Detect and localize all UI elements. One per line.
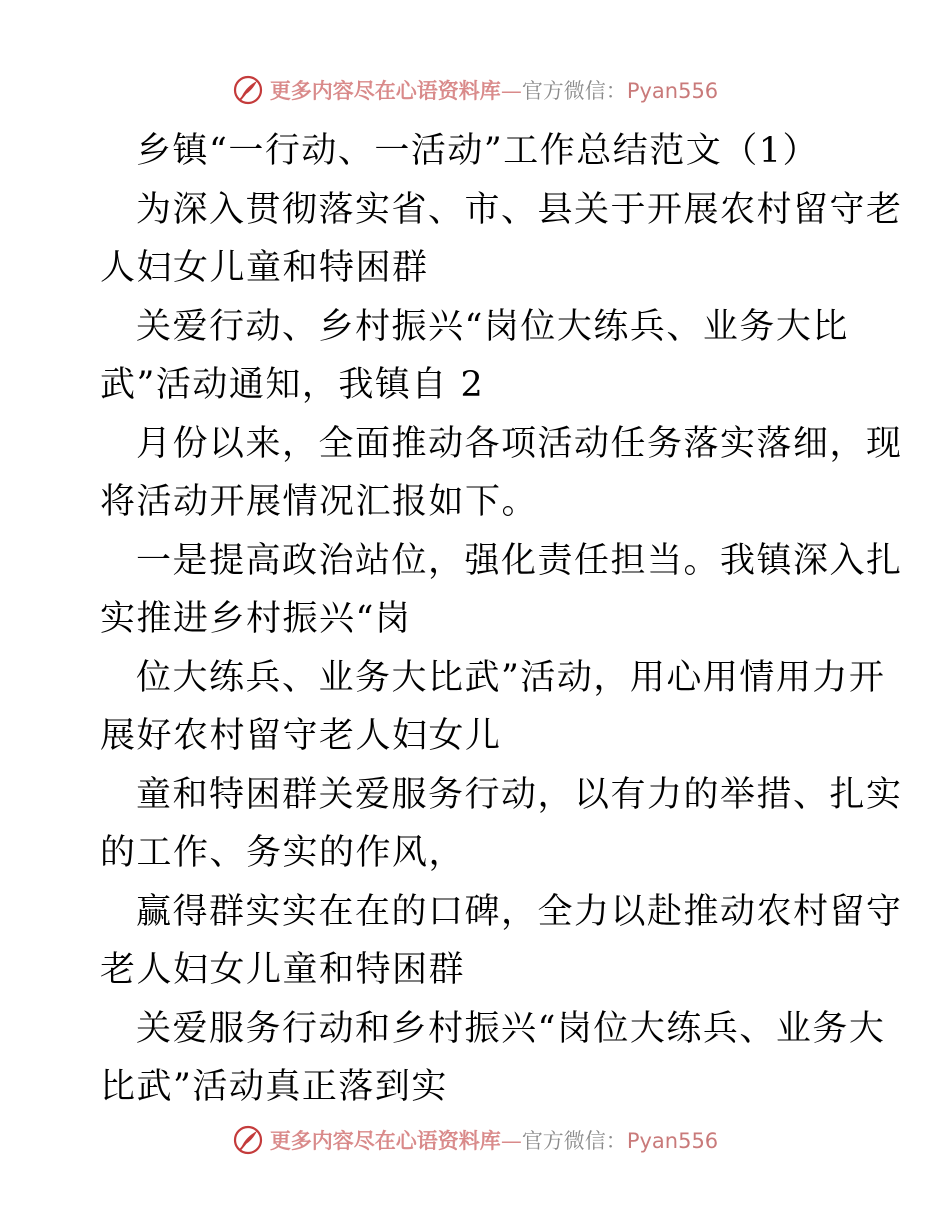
text-line: 实推进乡村振兴“岗 <box>100 599 412 639</box>
watermark-text <box>270 1125 718 1155</box>
feather-quill-logo-icon <box>232 1124 264 1156</box>
text-line: 武”活动通知，我镇自 2 <box>100 365 485 405</box>
text-line: 位大练兵、业务大比武”活动，用心用情用力开 <box>136 657 886 698</box>
text-line: 的工作、务实的作风， <box>100 833 466 873</box>
text-line: 月份以来，全面推动各项活动任务落实落细，现 <box>136 423 903 464</box>
document-body <box>100 122 903 1117</box>
watermark-dash: — <box>500 1129 522 1153</box>
watermark-wechat-label: 官方微信： <box>521 1129 627 1153</box>
watermark-header <box>0 70 950 110</box>
text-line: 一是提高政治站位，强化责任担当。我镇深入扎 <box>136 540 903 581</box>
text-line: 展好农村留守老人妇女儿 <box>100 716 502 756</box>
text-line: 为深入贯彻落实省、市、县关于开展农村留守老 <box>136 189 903 230</box>
watermark-dash: — <box>500 79 522 103</box>
watermark-brand: 更多内容尽在心语资料库 <box>269 1129 501 1153</box>
text-line: 乡镇“一行动、一活动”工作总结范文（1） <box>136 131 820 171</box>
text-line: 关爱服务行动和乡村振兴“岗位大练兵、业务大 <box>136 1008 886 1049</box>
text-line: 童和特困群关爱服务行动，以有力的举措、扎实 <box>136 774 903 815</box>
text-line: 比武”活动真正落到实 <box>100 1067 448 1107</box>
watermark-wechat-id: Pyan556 <box>626 79 719 103</box>
watermark-footer <box>0 1120 950 1160</box>
text-line: 老人妇女儿童和特困群 <box>100 950 466 990</box>
text-line: 将活动开展情况汇报如下。 <box>100 482 539 522</box>
watermark-wechat-id: Pyan556 <box>626 1129 719 1153</box>
text-line: 人妇女儿童和特困群 <box>100 248 429 288</box>
feather-quill-logo-icon <box>232 74 264 106</box>
text-line: 赢得群实实在在的口碑，全力以赴推动农村留守 <box>136 891 903 932</box>
text-line: 关爱行动、乡村振兴“岗位大练兵、业务大比 <box>136 306 849 347</box>
watermark-text <box>270 75 718 105</box>
watermark-brand: 更多内容尽在心语资料库 <box>269 79 501 103</box>
watermark-wechat-label: 官方微信： <box>521 79 627 103</box>
